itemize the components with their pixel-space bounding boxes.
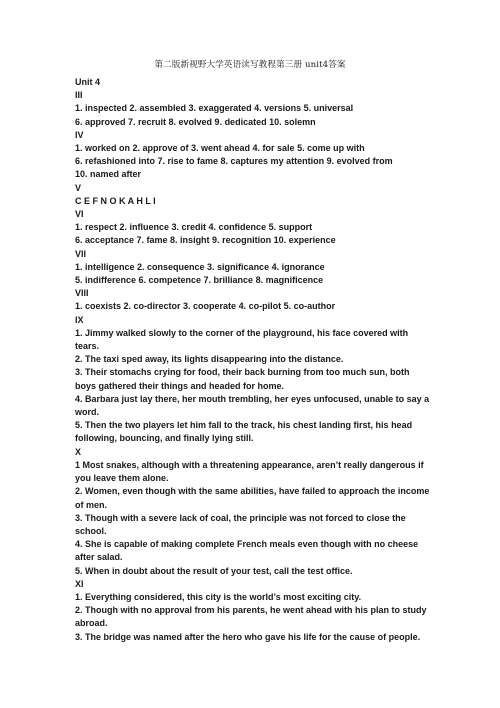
text-line: 4. Barbara just lay there, her mouth trembling, her eyes unfocused, unable to say a [75, 393, 430, 404]
text-line: 6. refashioned into 7. rise to fame 8. captures my attention 9. evolved from [75, 156, 393, 167]
text-line: boys gathered their things and headed for home. [75, 380, 285, 391]
text-line: 10. named after [75, 169, 142, 180]
text-line: you leave them alone. [75, 473, 169, 484]
text-line: IV [75, 129, 84, 140]
text-line: VI [75, 209, 84, 220]
text-line: 2. Though with no approval from his parents, he went ahead with his plan to study [75, 605, 427, 616]
text-line: tears. [75, 341, 100, 352]
text-line: C E F N O K A H L I [75, 195, 156, 206]
text-line: 4. She is capable of making complete French meals even though with no cheese [75, 539, 419, 550]
text-line: 2. Women, even though with the same abilities, have failed to approach the income [75, 486, 430, 497]
text-line: school. [75, 525, 107, 536]
text-line: 1. Jimmy walked slowly to the corner of the playground, his face covered with [75, 327, 409, 338]
text-line: Unit 4 [75, 77, 101, 87]
text-line: V [75, 182, 82, 193]
text-line: 5. indifference 6. competence 7. brilliance 8. magnificence [75, 275, 324, 286]
text-line: XI [75, 578, 84, 589]
text-line: IX [75, 314, 84, 325]
text-line: 5. Then the two players let him fall to the track, his chest landing first, his head [75, 420, 413, 431]
text-line: word. [75, 407, 99, 418]
text-line: 1. Everything considered, this city is the world’s most exciting city. [75, 591, 362, 602]
text-line: 1. coexists 2. co-director 3. cooperate 4. co-pilot 5. co-author [75, 301, 336, 312]
text-line: 1 Most snakes, although with a threatening appearance, aren’t really dangerous if [75, 459, 424, 470]
text-line: after salad. [75, 552, 123, 563]
text-line: 3. Though with a severe lack of coal, the principle was not forced to close the [75, 512, 406, 523]
text-line: 6. approved 7. recruit 8. evolved 9. dedicated 10. solemn [75, 116, 316, 127]
text-line: 1. inspected 2. assembled 3. exaggerated 4. versions 5. universal [75, 103, 354, 114]
text-line: 1. worked on 2. approve of 3. went ahead 4. for sale 5. come up with [75, 143, 365, 154]
text-line: III [75, 90, 83, 101]
text-line: 5. When in doubt about the result of your test, call the test office. [75, 565, 353, 576]
text-line: abroad. [75, 618, 108, 629]
text-line: VII [75, 248, 87, 259]
document-title: 第二版新视野大学英语读写教程第三册 unit4答案 [154, 60, 346, 70]
text-line: 2. The taxi sped away, its lights disappearing into the distance. [75, 354, 344, 365]
text-line: 3. The bridge was named after the hero who gave his life for the cause of people. [75, 631, 421, 642]
text-line: of men. [75, 499, 108, 510]
document-body [75, 76, 440, 644]
text-line: following, bouncing, and finally lying still. [75, 433, 254, 444]
text-line: 6. acceptance 7. fame 8. insight 9. recognition 10. experience [75, 235, 336, 246]
text-line: 1. respect 2. influence 3. credit 4. confidence 5. support [75, 222, 313, 233]
text-line: X [75, 446, 82, 457]
text-line: VIII [75, 288, 89, 299]
text-line: 3. Their stomachs crying for food, their back burning from too much sun, both [75, 367, 410, 378]
text-line: 1. intelligence 2. consequence 3. significance 4. ignorance [75, 261, 325, 272]
